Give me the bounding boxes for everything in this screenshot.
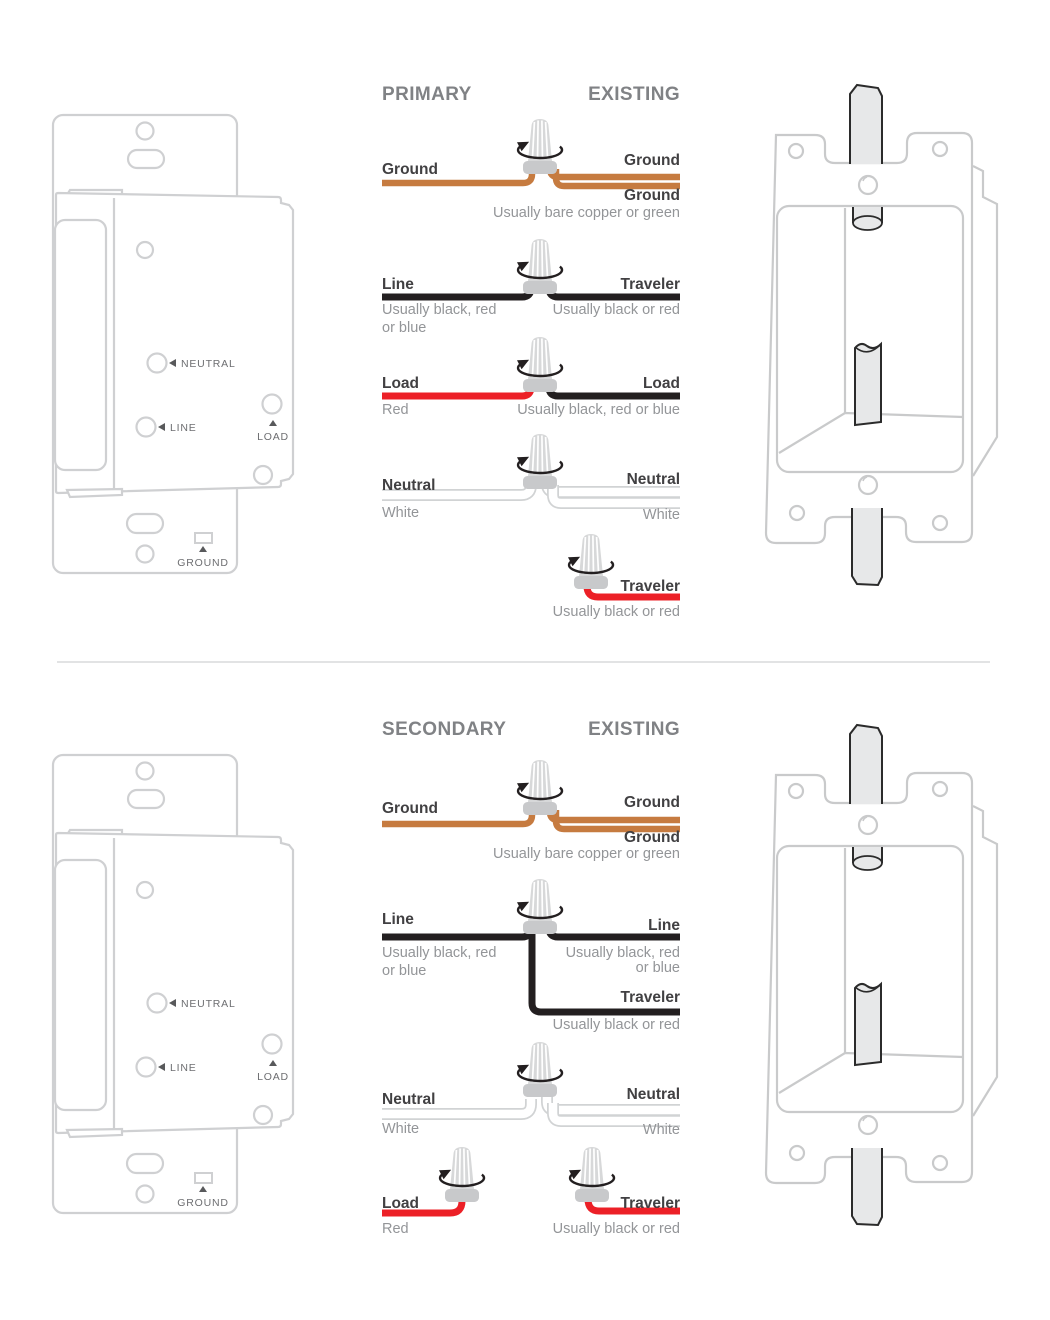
ground-right-top-label: Ground bbox=[624, 152, 680, 169]
primary-switch-illustration bbox=[30, 90, 330, 590]
wire-nut-icon bbox=[568, 534, 613, 589]
neutral-left-note: White bbox=[382, 1121, 420, 1137]
ground-left-label: Ground bbox=[382, 800, 438, 817]
secondary-wall-box-illustration bbox=[730, 720, 1030, 1250]
load-right-note: Usually black, red or blue bbox=[517, 402, 680, 418]
capped-traveler-label: Traveler bbox=[620, 578, 680, 595]
capped-traveler-note: Usually black or red bbox=[552, 604, 680, 620]
ground-right-bottom-label: Ground bbox=[624, 187, 680, 204]
capped-load-note: Red bbox=[382, 1221, 409, 1237]
wire-nut-icon bbox=[517, 434, 562, 489]
section-divider bbox=[57, 661, 990, 663]
load-left-note: Red bbox=[382, 402, 409, 418]
ground-right-top-label: Ground bbox=[624, 794, 680, 811]
line-right-label: Line bbox=[648, 917, 680, 934]
wire-nut-icon bbox=[569, 1147, 614, 1202]
wire-nut-icon bbox=[439, 1147, 484, 1202]
wire-nut-icon bbox=[517, 337, 562, 392]
ground-note: Usually bare copper or green bbox=[493, 846, 680, 862]
neutral-left-note: White bbox=[382, 505, 420, 521]
line-left-note-1: Usually black, red bbox=[382, 945, 497, 961]
wire-nut-icon bbox=[517, 760, 562, 815]
capped-traveler-note: Usually black or red bbox=[552, 1221, 680, 1237]
neutral-right-note: White bbox=[642, 507, 680, 523]
load-right-label: Load bbox=[642, 375, 680, 392]
neutral-right-note: White bbox=[642, 1122, 680, 1138]
neutral-right-label: Neutral bbox=[626, 471, 680, 488]
traveler-right-label: Traveler bbox=[620, 276, 680, 293]
capped-load-label: Load bbox=[382, 1195, 420, 1212]
line-right-note-2: or blue bbox=[635, 960, 680, 976]
ground-left-label: Ground bbox=[382, 161, 438, 178]
wire-nut-icon bbox=[517, 879, 562, 934]
line-left-note-1: Usually black, red bbox=[382, 302, 497, 318]
primary-wall-box-illustration bbox=[730, 80, 1030, 610]
ground-note: Usually bare copper or green bbox=[493, 205, 680, 221]
primary-wiring-diagram bbox=[375, 105, 690, 635]
secondary-existing-title: EXISTING bbox=[588, 719, 680, 740]
traveler-right-note: Usually black or red bbox=[552, 302, 680, 318]
wire-nut-icon bbox=[517, 239, 562, 294]
load-left-label: Load bbox=[382, 375, 420, 392]
traveler-branch-label: Traveler bbox=[620, 989, 680, 1006]
primary-load-connection bbox=[382, 337, 680, 396]
line-right-note-1: Usually black, red bbox=[565, 945, 680, 961]
line-left-note-2: or blue bbox=[382, 320, 427, 336]
primary-title: PRIMARY bbox=[382, 84, 472, 105]
ground-right-bottom-label: Ground bbox=[624, 829, 680, 846]
capped-traveler-label: Traveler bbox=[620, 1195, 680, 1212]
line-left-note-2: or blue bbox=[382, 963, 427, 979]
neutral-left-label: Neutral bbox=[382, 1091, 436, 1108]
traveler-branch-note: Usually black or red bbox=[552, 1017, 680, 1033]
wire-nut-icon bbox=[517, 119, 562, 174]
line-left-label: Line bbox=[382, 276, 414, 293]
neutral-left-label: Neutral bbox=[382, 477, 436, 494]
primary-existing-title: EXISTING bbox=[588, 84, 680, 105]
secondary-neutral-connection bbox=[382, 1042, 680, 1121]
secondary-switch-illustration bbox=[30, 730, 330, 1230]
line-left-label: Line bbox=[382, 911, 414, 928]
wire-nut-icon bbox=[517, 1042, 562, 1097]
neutral-right-label: Neutral bbox=[626, 1086, 680, 1103]
secondary-title: SECONDARY bbox=[382, 719, 507, 740]
